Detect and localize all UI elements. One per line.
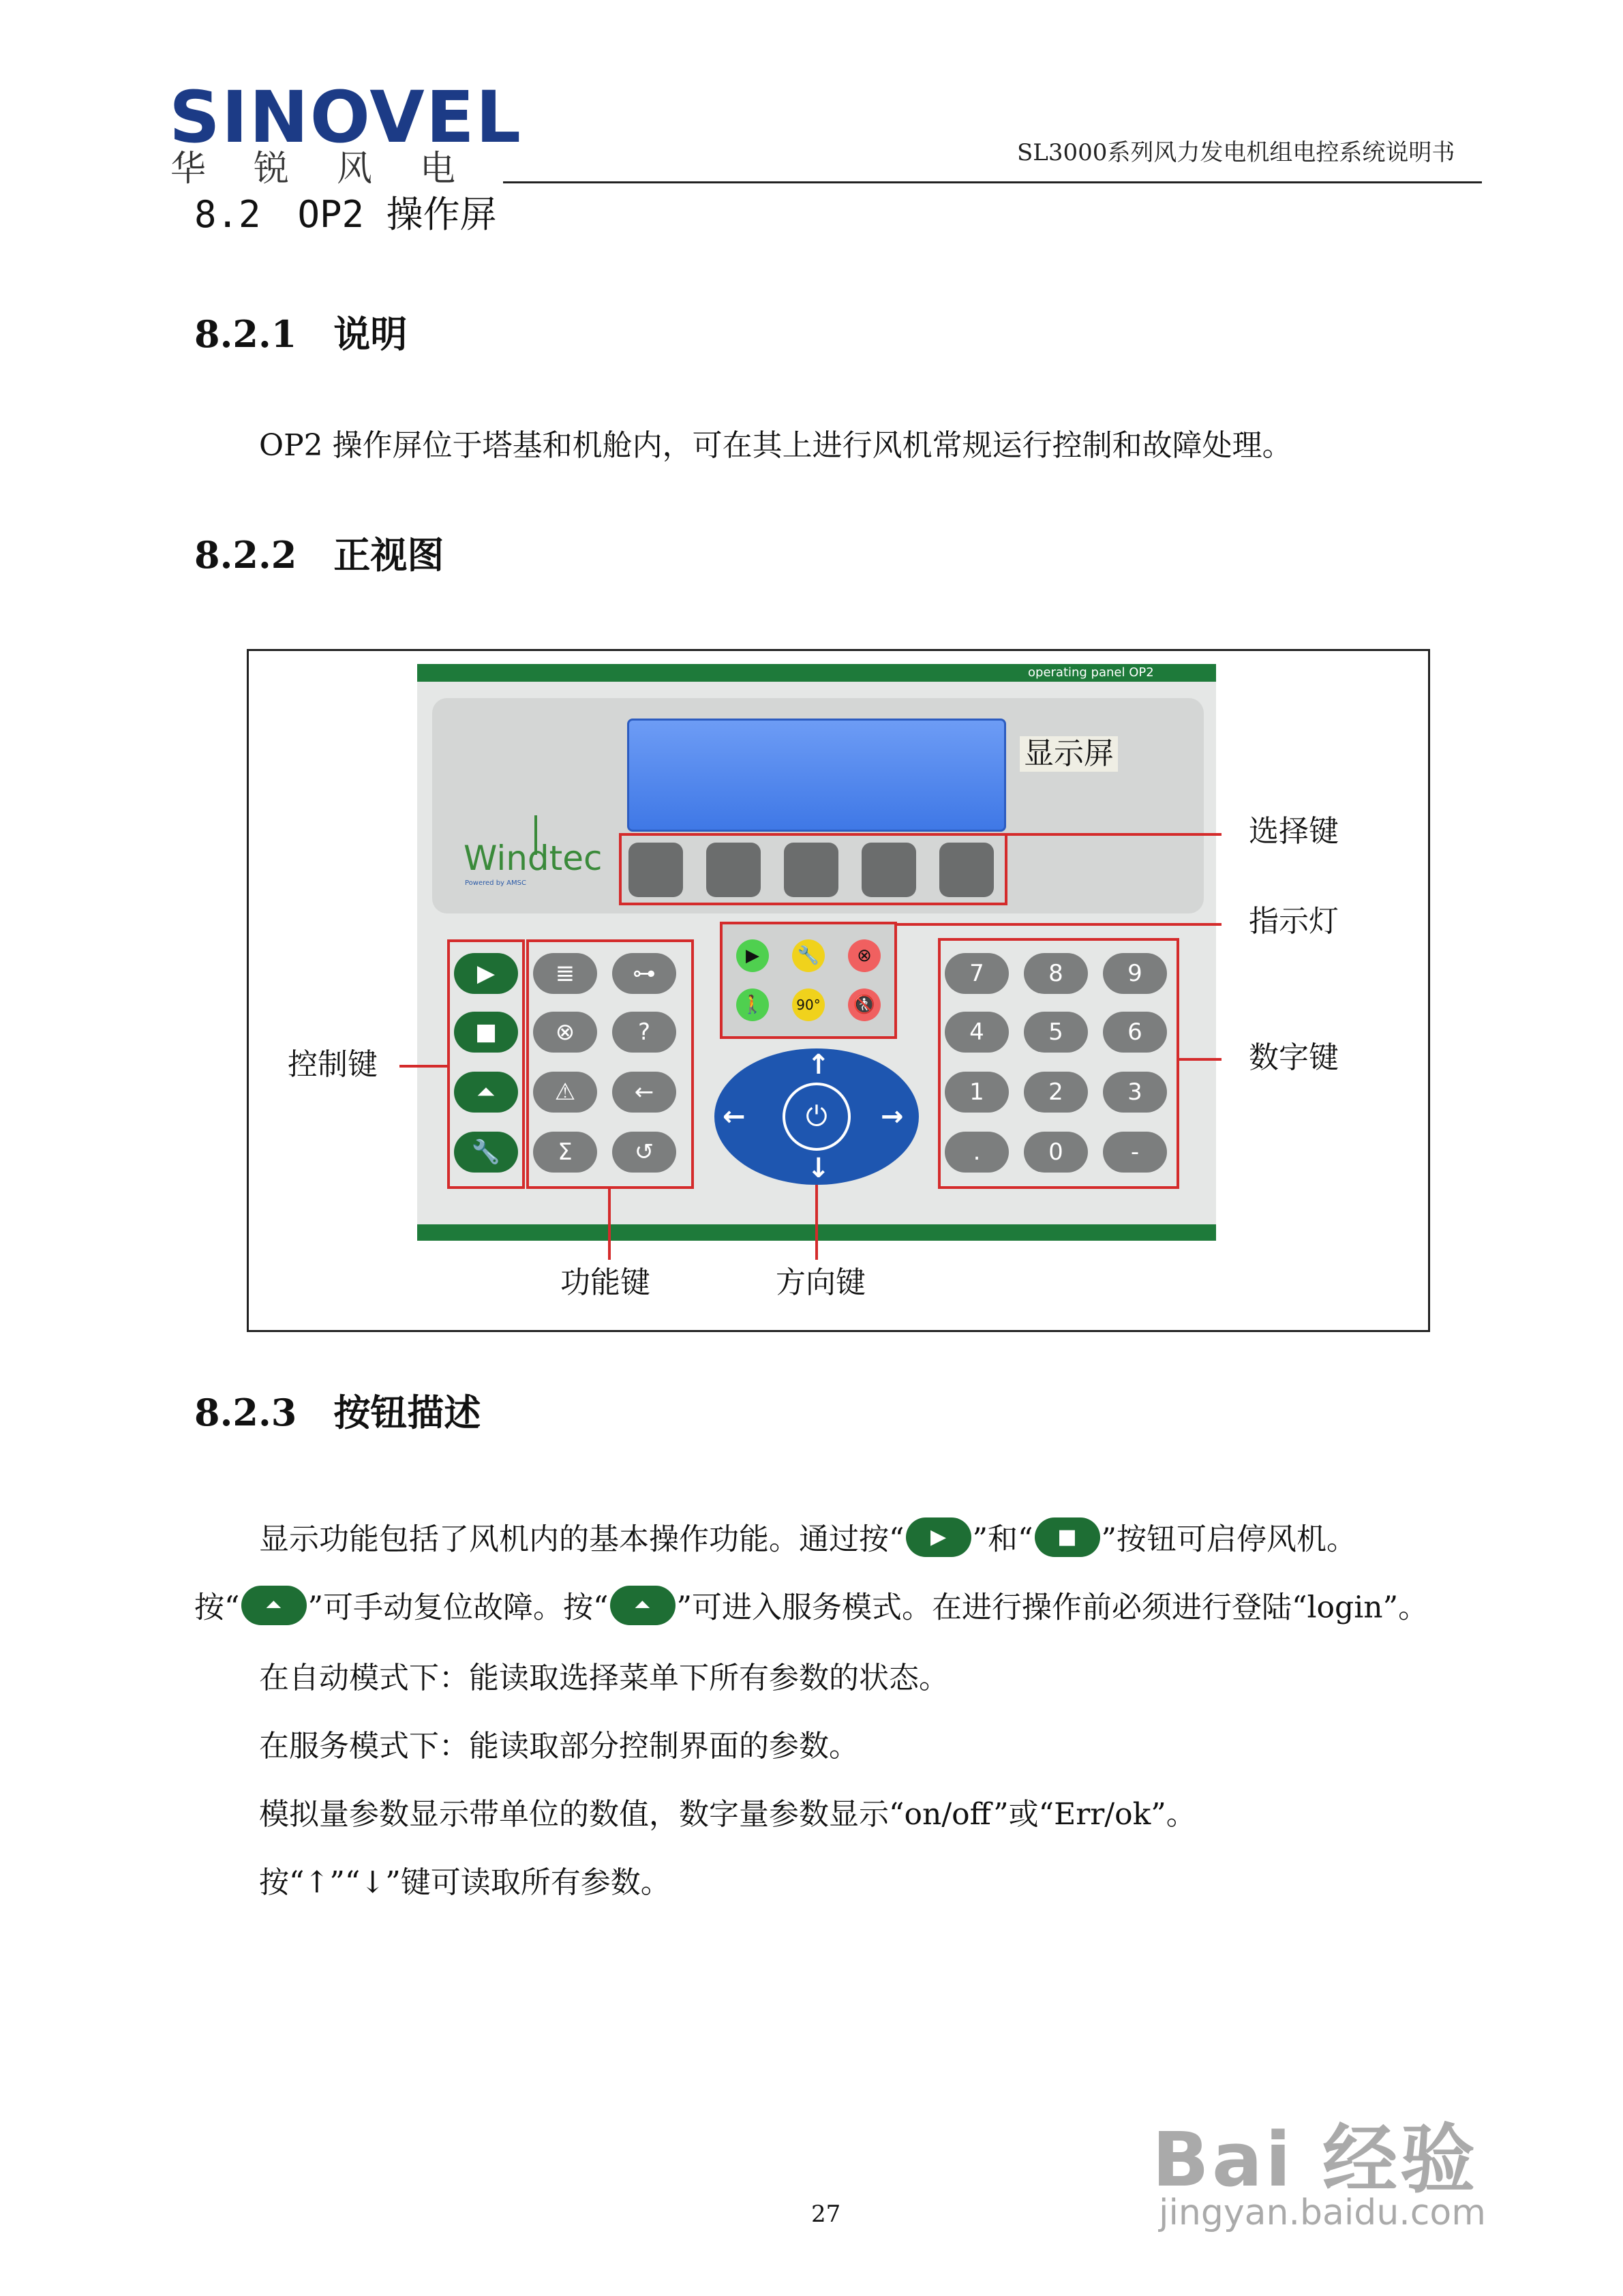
num-key-9[interactable]: 9 [1103,953,1167,994]
section-8-2-1-text: OP2 操作屏位于塔基和机舱内，可在其上进行风机常规运行控制和故障处理。 [259,428,1292,463]
inline-service-icon: ⏶ [610,1586,676,1625]
num-key-1[interactable]: 1 [945,1072,1009,1113]
help-button[interactable]: ? [612,1012,676,1053]
refresh-button[interactable]: ↺ [612,1132,676,1173]
num-key-minus[interactable]: - [1103,1132,1167,1173]
panel-label: operating panel OP2 [1028,665,1154,680]
section-8-2-3-heading: 8.2.3 按钮描述 [194,1391,481,1434]
select-key-4[interactable] [862,843,916,897]
sum-button[interactable]: Σ [533,1132,597,1173]
select-key-5[interactable] [939,843,994,897]
page-number: 27 [811,2201,841,2228]
document-title: SL3000系列风力发电机组电控系统说明书 [1017,139,1455,166]
num-key-2[interactable]: 2 [1024,1072,1088,1113]
left-arrow-button[interactable]: ← [723,1101,746,1132]
num-key-4[interactable]: 4 [945,1012,1009,1053]
baidu-watermark: Bai 经验 [1152,2116,1478,2203]
leader-control [399,1065,447,1068]
num-key-5[interactable]: 5 [1024,1012,1088,1053]
inline-stop-icon: ■ [1035,1517,1100,1557]
select-key-3[interactable] [784,843,838,897]
section-8-2-heading: 8.2 OP2 操作屏 [194,193,497,236]
leader-select [1007,833,1222,836]
callout-display: 显示屏 [1020,736,1118,772]
pitch-90-indicator: 90° [792,988,825,1021]
logo-text: SINOVEL [169,76,523,159]
callout-control: 控制键 [288,1047,378,1082]
no-person-indicator: 🚷 [848,988,881,1021]
logo-cn-text: 华锐风电 [170,149,504,190]
num-key-dot[interactable]: . [945,1132,1009,1173]
callout-function: 功能键 [560,1265,650,1300]
paragraph-5: 模拟量参数显示带单位的数值，数字量参数显示“on/off”或“Err/ok”。 [259,1797,1196,1832]
section-8-2-2-heading: 8.2.2 正视图 [194,533,444,577]
num-key-3[interactable]: 3 [1103,1072,1167,1113]
inline-reset-icon: ⏶ [241,1586,307,1625]
baidu-watermark-url: jingyan.baidu.com [1159,2192,1486,2233]
menu-button[interactable]: ≣ [533,953,597,994]
callout-numeric: 数字键 [1249,1040,1339,1075]
select-key-1[interactable] [628,843,683,897]
paragraph-3: 在自动模式下：能读取选择菜单下所有参数的状态。 [259,1661,949,1695]
leader-direction [815,1185,818,1260]
leader-function [608,1189,611,1260]
paragraph-6: 按“↑”“↓”键可读取所有参数。 [259,1865,671,1900]
login-key-button[interactable]: ⊶ [612,953,676,994]
warning-button[interactable]: ⚠ [533,1072,597,1113]
person-indicator: 🚶 [736,988,769,1021]
leader-indicator [897,923,1222,926]
paragraph-2 [194,1590,1428,1629]
paragraph-1 [259,1522,1356,1561]
p2-text-a: 按“ [194,1590,240,1625]
paragraph-4: 在服务模式下：能读取部分控制界面的参数。 [259,1729,859,1764]
cancel-button[interactable]: ⊗ [533,1012,597,1053]
run-indicator: ▶ [736,939,769,972]
service-button[interactable]: 🔧 [454,1132,518,1173]
stop-button[interactable]: ■ [454,1012,518,1053]
callout-indicator: 指示灯 [1249,904,1339,939]
p1-text-a: 显示功能包括了风机内的基本操作功能。通过按“ [259,1522,905,1557]
start-button[interactable]: ▶ [454,953,518,994]
select-key-2[interactable] [706,843,761,897]
p2-text-c: ”可进入服务模式。在进行操作前必须进行登陆“login”。 [676,1590,1429,1625]
leader-numeric [1179,1058,1222,1061]
lcd-screen [627,719,1006,832]
back-button[interactable]: ← [612,1072,676,1113]
reset-button[interactable]: ⏶ [454,1072,518,1113]
inline-start-icon: ▶ [906,1517,971,1557]
num-key-7[interactable]: 7 [945,953,1009,994]
windtec-subtitle: Powered by AMSC [465,879,526,887]
p2-text-b: ”可手动复位故障。按“ [307,1590,609,1625]
sinovel-logo [169,76,523,159]
p1-text-b: ”和“ [972,1522,1033,1557]
down-arrow-button[interactable]: ↓ [807,1153,830,1184]
num-key-8[interactable]: 8 [1024,953,1088,994]
header-divider [503,181,1482,183]
callout-direction: 方向键 [776,1265,866,1300]
num-key-6[interactable]: 6 [1103,1012,1167,1053]
right-arrow-button[interactable]: → [881,1101,904,1132]
p1-text-c: ”按钮可启停风机。 [1101,1522,1356,1557]
up-arrow-button[interactable]: ↑ [807,1049,830,1081]
fault-indicator: ⊗ [848,939,881,972]
section-8-2-1-heading: 8.2.1 说明 [194,312,408,356]
windtec-brand: Windtec [464,839,603,878]
direction-center-button[interactable]: ⏻ [783,1083,851,1151]
callout-select: 选择键 [1249,814,1339,849]
service-indicator: 🔧 [792,939,825,972]
num-key-0[interactable]: 0 [1024,1132,1088,1173]
